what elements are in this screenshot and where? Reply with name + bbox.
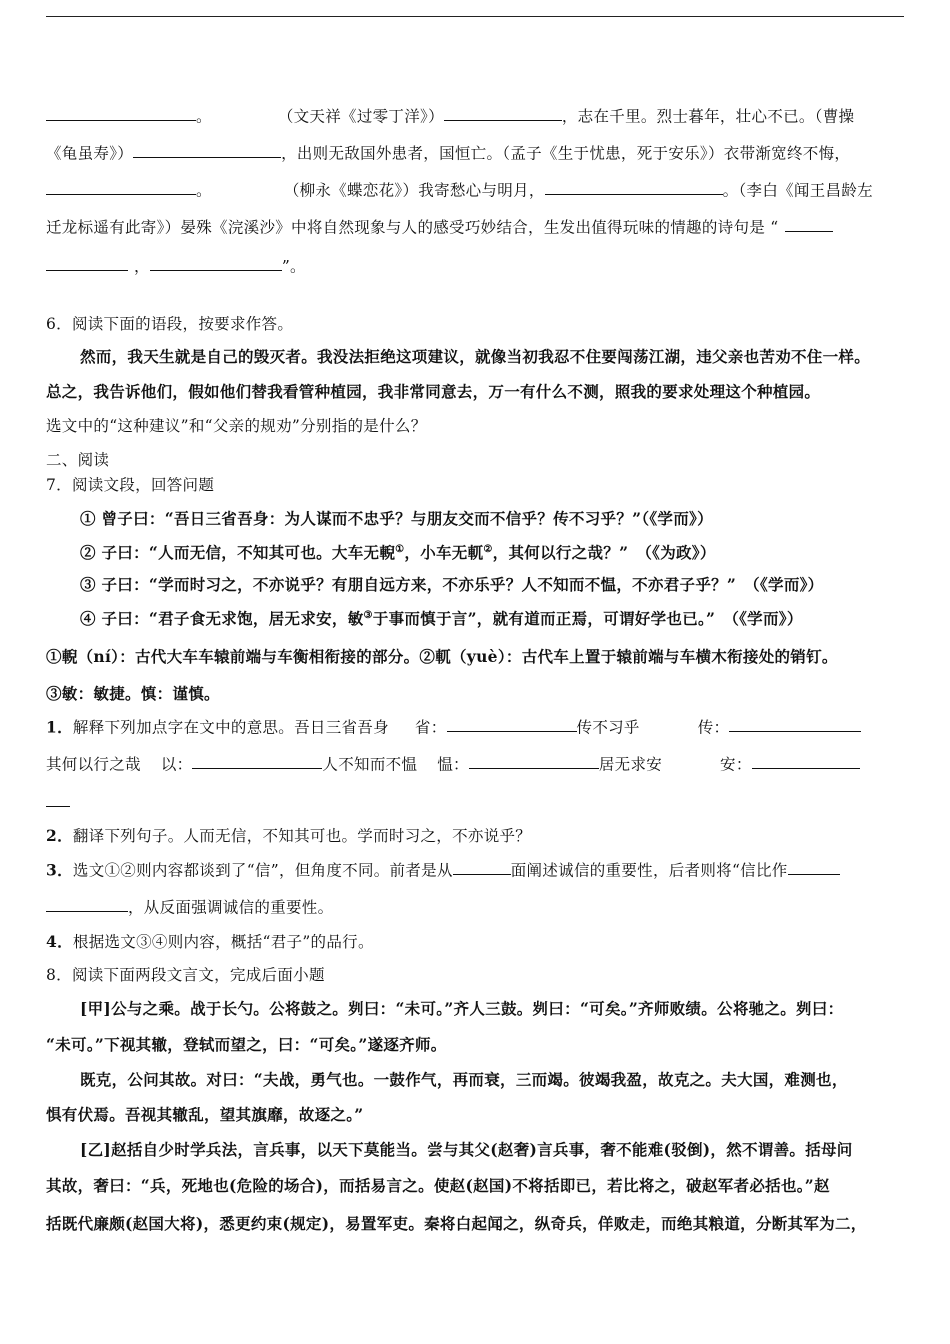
- q7-sub-4: 4．根据选文③④则内容，概括“君子”的品行。: [46, 932, 374, 951]
- q8-passage-jia: “未可。”下视其辙，登轼而望之，曰：“可矣。”遂逐齐师。: [46, 1035, 447, 1054]
- answer-blank[interactable]: [192, 752, 322, 769]
- q7-item-4: ④ 子曰：“君子食无求饱，居无求安，敏③于事而慎于言”，就有道而正焉，可谓好学也已。” （《学而》）: [80, 609, 803, 628]
- answer-blank[interactable]: [46, 790, 70, 807]
- q8-passage-yi: [乙]赵括自少时学兵法，言兵事，以天下莫能当。尝与其父(赵奢)言兵事，奢不能难(驳倒)，然不谓善。括母问: [80, 1140, 853, 1159]
- q7-sub-3-cont: ，从反面强调诚信的重要性。: [46, 895, 333, 917]
- blank-line-5: ， ”。: [46, 254, 306, 276]
- answer-blank[interactable]: [444, 104, 562, 121]
- q7-sub-1: 1．解释下列加点字在文中的意思。吾日三省吾身 省： 传不习乎 传：: [46, 715, 861, 737]
- blank-line-3: 。 （柳永《蝶恋花》）我寄愁心与明月， 。（李白《闻王昌龄左: [46, 178, 873, 200]
- section-heading: 二、阅读: [46, 451, 110, 469]
- blank-line-1: 。 （文天祥《过零丁洋》） ，志在千里。烈士暮年，壮心不已。（曹操: [46, 104, 854, 126]
- answer-blank[interactable]: [752, 752, 860, 769]
- answer-blank[interactable]: [729, 715, 861, 732]
- q6-title: 6．阅读下面的语段，按要求作答。: [46, 315, 294, 333]
- answer-blank[interactable]: [46, 254, 128, 271]
- q7-note-2: ③敏：敏捷。慎：谨慎。: [46, 684, 220, 703]
- answer-blank[interactable]: [788, 858, 840, 875]
- q7-note-1: ①輗（ní）：古代大车车辕前端与车衡相衔接的部分。②軏（yuè）：古代车上置于辕前端与车横木衔接处的销钉。: [46, 647, 838, 666]
- q6-passage-line: 然而，我天生就是自己的毁灭者。我没法拒绝这项建议，就像当初我忍不住要闯荡江湖，违父亲也苦劝不住一样。: [80, 347, 871, 366]
- q8-passage-jia: 惧有伏焉。吾视其辙乱，望其旗靡，故逐之。”: [46, 1105, 364, 1124]
- q7-item-3: ③ 子曰：“学而时习之，不亦说乎？有朋自远方来，不亦乐乎？人不知而不愠，不亦君子乎？” （《学而》）: [80, 575, 824, 594]
- header-rule: [46, 16, 904, 17]
- answer-blank[interactable]: [46, 104, 196, 121]
- answer-blank[interactable]: [453, 858, 511, 875]
- q8-passage-yi: 其故，奢曰：“兵，死地也(危险的场合)，而括易言之。使赵(赵国)不将括即已，若比将之，破赵军者必括也。”赵: [46, 1176, 830, 1195]
- q6-passage-line: 总之，我告诉他们，假如他们替我看管种植园，我非常同意去，万一有什么不测，照我的要求处理这个种植园。: [46, 382, 821, 401]
- answer-blank[interactable]: [133, 141, 281, 158]
- q8-passage-jia: [甲]公与之乘。战于长勺。公将鼓之。刿曰：“未可。”齐人三鼓。刿曰：“可矣。”齐师败绩。公将驰之。刿曰：: [80, 999, 844, 1018]
- blank-line-4: 迁龙标遥有此寄》）晏殊《浣溪沙》中将自然现象与人的感受巧妙结合，生发出值得玩味的情趣的诗句是 “: [46, 215, 833, 237]
- q7-sub-1-cont: 其何以行之哉 以： 人不知而不愠 愠： 居无求安 安：: [46, 752, 860, 774]
- q6-question: 选文中的“这种建议”和“父亲的规劝”分别指的是什么？: [46, 417, 427, 435]
- answer-blank[interactable]: [46, 895, 128, 912]
- q8-passage-yi: 括既代廉颇(赵国大将)，悉更约束(规定)，易置军吏。秦将白起闻之，纵奇兵，佯败走，而绝其粮道，分断其军为二，: [46, 1214, 867, 1233]
- q7-title: 7．阅读文段，回答问题: [46, 476, 215, 494]
- q8-title: 8．阅读下面两段文言文，完成后面小题: [46, 966, 325, 984]
- q7-sub-3: 3．选文①②则内容都谈到了“信”，但角度不同。前者是从 面阐述诚信的重要性，后者则将“信比作: [46, 858, 840, 880]
- q8-passage-jia: 既克，公问其故。对曰：“夫战，勇气也。一鼓作气，再而衰，三而竭。彼竭我盈，故克之。夫大国，难测也，: [80, 1070, 848, 1089]
- answer-blank[interactable]: [447, 715, 577, 732]
- answer-blank[interactable]: [785, 215, 833, 232]
- q7-item-1: ① 曾子曰：“吾日三省吾身：为人谋而不忠乎？与朋友交而不信乎？传不习乎？”（《学而》）: [80, 509, 713, 528]
- blank-line-2: 《龟虽寿》） ，出则无敌国外患者，国恒亡。（孟子《生于忧患，死于安乐》）衣带渐宽终不悔，: [46, 141, 850, 163]
- q7-sub-2: 2．翻译下列句子。人而无信，不知其可也。学而时习之，不亦说乎？: [46, 826, 532, 845]
- answer-blank[interactable]: [46, 178, 196, 195]
- answer-blank[interactable]: [545, 178, 723, 195]
- q7-sub-1-cont2: [46, 790, 70, 811]
- q7-item-2: ② 子曰：“人而无信，不知其可也。大车无輗①，小车无軏②，其何以行之哉？” （《为政》）: [80, 543, 716, 562]
- answer-blank[interactable]: [150, 254, 282, 271]
- answer-blank[interactable]: [469, 752, 599, 769]
